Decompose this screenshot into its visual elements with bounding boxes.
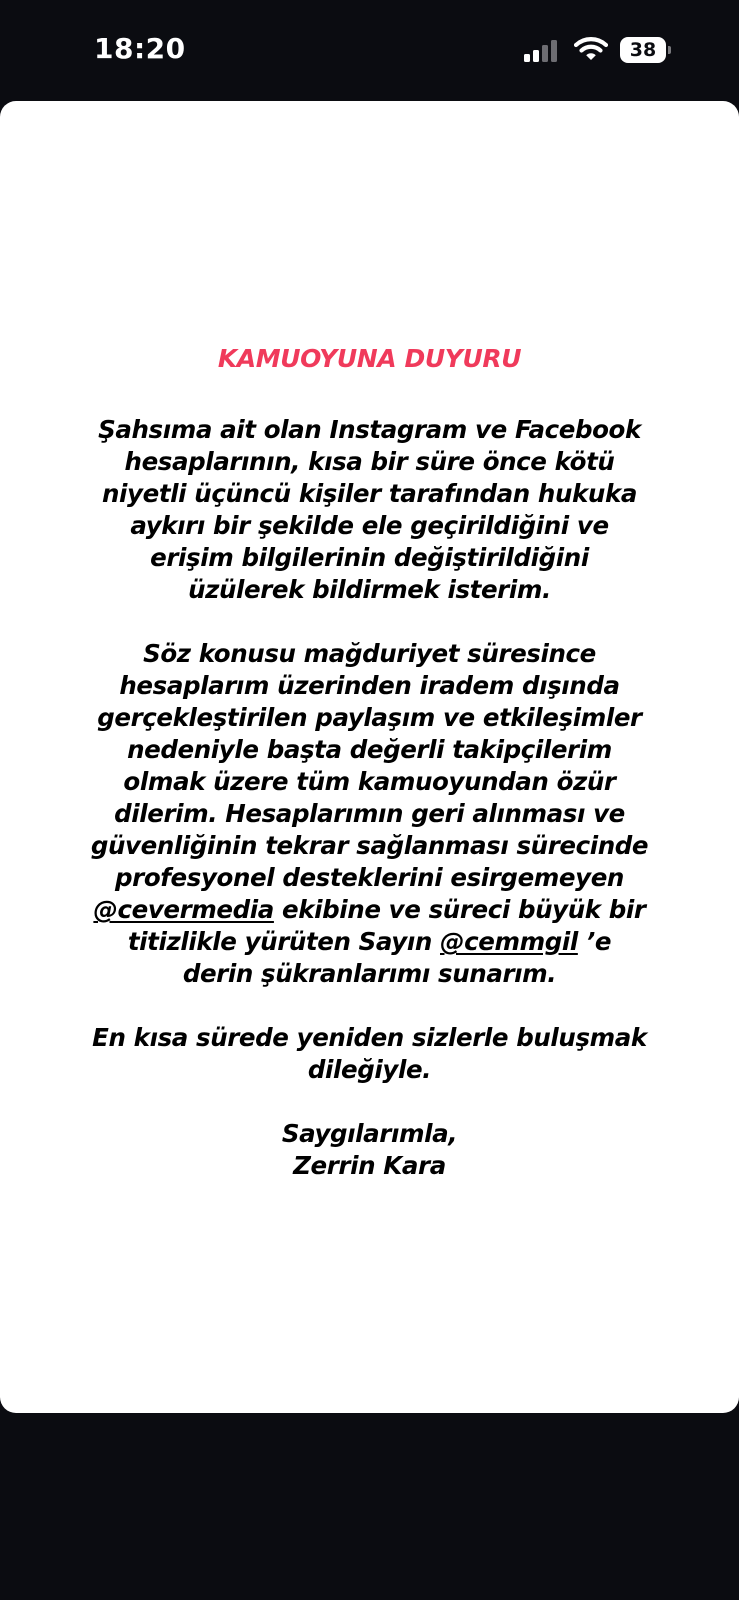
text-line-with-mention [0,926,739,958]
announcement-title: KAMUOYUNA DUYURU [217,344,522,373]
text-fragment: ekibine ve süreci büyük bir [273,895,646,924]
battery-nub [668,46,671,54]
text-line: hesaplarının, kısa bir süre önce kötü [124,447,615,476]
text-line: olmak üzere tüm kamuoyundan özür [123,767,616,796]
sign-off [0,1118,739,1182]
cellular-signal-icon [524,38,564,62]
text-line: hesaplarım üzerinden iradem dışında [119,671,620,700]
paragraph-3 [0,1022,739,1086]
text-line: dileğiyle. [307,1055,432,1084]
signature-name: Zerrin Kara [293,1151,446,1180]
paragraph-2 [0,638,739,990]
text-line: güvenliğinin tekrar sağlanması sürecinde [90,831,649,860]
text-line: En kısa sürede yeniden sizlerle buluşmak [92,1023,647,1052]
text-line-with-mention [0,894,739,926]
text-line: nedeniyle başta değerli takipçilerim [127,735,612,764]
text-line: gerçekleştirilen paylaşım ve etkileşimler [97,703,642,732]
mention-link-cemmgil[interactable]: @cemmgil [440,927,578,956]
battery-icon [620,37,672,63]
text-line: aykırı bir şekilde ele geçirildiğini ve [130,511,609,540]
closing-line: Saygılarımla, [281,1119,458,1148]
status-bar [0,0,739,100]
text-line: erişim bilgilerinin değiştirildiğini [150,543,589,572]
wifi-icon [574,36,608,62]
text-line: derin şükranlarımı sunarım. [182,959,557,988]
text-line: dilerim. Hesaplarımın geri alınması ve [114,799,625,828]
mention-link-cevermedia[interactable]: @cevermedia [93,895,274,924]
text-fragment: ’e [577,927,612,956]
text-line: niyetli üçüncü kişiler tarafından hukuka [102,479,637,508]
paragraph-1 [0,414,739,606]
text-line: Söz konusu mağduriyet süresince [143,639,596,668]
text-line: üzülerek bildirmek isterim. [188,575,551,604]
text-fragment: titizlikle yürüten Sayın [127,927,440,956]
text-line: profesyonel desteklerini esirgemeyen [115,863,624,892]
story-card [0,101,739,1413]
status-time: 18:20 [94,32,186,65]
battery-level: 38 [620,37,666,63]
text-line: Şahsıma ait olan Instagram ve Facebook [98,415,641,444]
announcement-text [0,343,739,1214]
